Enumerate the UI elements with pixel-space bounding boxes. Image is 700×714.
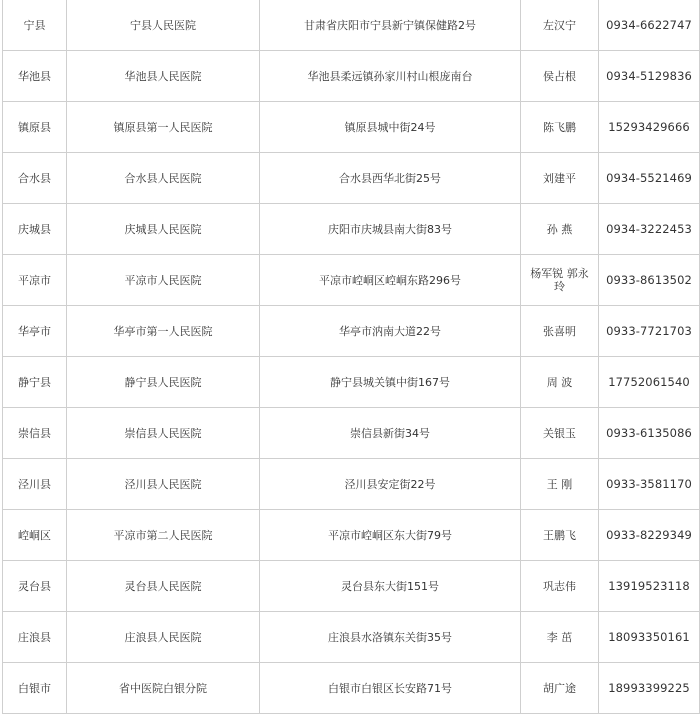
hospital-name-cell: 省中医院白银分院	[67, 663, 260, 714]
table-row	[3, 153, 700, 204]
table-row	[3, 510, 700, 561]
table-row	[3, 408, 700, 459]
phone-number-cell: 0933-6135086	[599, 408, 700, 459]
hospital-name-cell: 平凉市第二人民医院	[67, 510, 260, 561]
county-cell: 灵台县	[3, 561, 67, 612]
hospital-name-cell: 华池县人民医院	[67, 51, 260, 102]
hospital-table	[2, 0, 700, 714]
hospital-name-cell: 宁县人民医院	[67, 0, 260, 51]
contact-person-cell: 陈飞鹏	[521, 102, 599, 153]
address-cell: 甘肃省庆阳市宁县新宁镇保健路2号	[260, 0, 521, 51]
phone-number-cell: 15293429666	[599, 102, 700, 153]
county-cell: 崆峒区	[3, 510, 67, 561]
phone-number-cell: 0933-7721703	[599, 306, 700, 357]
table-row	[3, 561, 700, 612]
address-cell: 平凉市崆峒区东大街79号	[260, 510, 521, 561]
table-row	[3, 204, 700, 255]
address-cell: 崇信县新街34号	[260, 408, 521, 459]
phone-number-cell: 18093350161	[599, 612, 700, 663]
contact-person-cell: 刘建平	[521, 153, 599, 204]
contact-person-cell: 侯占根	[521, 51, 599, 102]
county-cell: 华池县	[3, 51, 67, 102]
phone-number-cell: 17752061540	[599, 357, 700, 408]
table-row	[3, 612, 700, 663]
phone-number-cell: 18993399225	[599, 663, 700, 714]
address-cell: 庆阳市庆城县南大街83号	[260, 204, 521, 255]
table-row	[3, 357, 700, 408]
contact-person-cell: 王鹏飞	[521, 510, 599, 561]
county-cell: 镇原县	[3, 102, 67, 153]
county-cell: 庄浪县	[3, 612, 67, 663]
address-cell: 静宁县城关镇中街167号	[260, 357, 521, 408]
county-cell: 合水县	[3, 153, 67, 204]
hospital-name-cell: 静宁县人民医院	[67, 357, 260, 408]
address-cell: 泾川县安定街22号	[260, 459, 521, 510]
hospital-name-cell: 镇原县第一人民医院	[67, 102, 260, 153]
contact-person-cell: 杨军锐 郭永玲	[521, 255, 599, 306]
contact-person-cell: 孙 燕	[521, 204, 599, 255]
phone-number-cell: 0933-3581170	[599, 459, 700, 510]
table-row	[3, 306, 700, 357]
phone-number-cell: 0934-5521469	[599, 153, 700, 204]
hospital-name-cell: 庆城县人民医院	[67, 204, 260, 255]
contact-person-cell: 胡广途	[521, 663, 599, 714]
county-cell: 华亭市	[3, 306, 67, 357]
hospital-name-cell: 华亭市第一人民医院	[67, 306, 260, 357]
hospital-name-cell: 泾川县人民医院	[67, 459, 260, 510]
table-row	[3, 255, 700, 306]
contact-person-cell: 左汉宁	[521, 0, 599, 51]
county-cell: 宁县	[3, 0, 67, 51]
address-cell: 镇原县城中街24号	[260, 102, 521, 153]
address-cell: 华池县柔远镇孙家川村山根庞南台	[260, 51, 521, 102]
contact-person-cell: 王 刚	[521, 459, 599, 510]
county-cell: 静宁县	[3, 357, 67, 408]
address-cell: 灵台县东大街151号	[260, 561, 521, 612]
hospital-name-cell: 合水县人民医院	[67, 153, 260, 204]
contact-person-cell: 李 茁	[521, 612, 599, 663]
address-cell: 平凉市崆峒区崆峒东路296号	[260, 255, 521, 306]
contact-person-cell: 周 波	[521, 357, 599, 408]
phone-number-cell: 0934-6622747	[599, 0, 700, 51]
table-row	[3, 459, 700, 510]
address-cell: 合水县西华北街25号	[260, 153, 521, 204]
phone-number-cell: 0934-5129836	[599, 51, 700, 102]
county-cell: 庆城县	[3, 204, 67, 255]
address-cell: 华亭市汭南大道22号	[260, 306, 521, 357]
contact-person-cell: 巩志伟	[521, 561, 599, 612]
contact-person-cell: 张喜明	[521, 306, 599, 357]
address-cell: 庄浪县水洛镇东关街35号	[260, 612, 521, 663]
phone-number-cell: 13919523118	[599, 561, 700, 612]
table-row	[3, 51, 700, 102]
table-row	[3, 0, 700, 51]
address-cell: 白银市白银区长安路71号	[260, 663, 521, 714]
county-cell: 泾川县	[3, 459, 67, 510]
hospital-table-body	[3, 0, 700, 714]
phone-number-cell: 0933-8613502	[599, 255, 700, 306]
contact-person-cell: 关银玉	[521, 408, 599, 459]
county-cell: 白银市	[3, 663, 67, 714]
phone-number-cell: 0934-3222453	[599, 204, 700, 255]
hospital-name-cell: 崇信县人民医院	[67, 408, 260, 459]
hospital-name-cell: 灵台县人民医院	[67, 561, 260, 612]
table-row	[3, 102, 700, 153]
phone-number-cell: 0933-8229349	[599, 510, 700, 561]
county-cell: 平凉市	[3, 255, 67, 306]
county-cell: 崇信县	[3, 408, 67, 459]
table-row	[3, 663, 700, 714]
hospital-name-cell: 庄浪县人民医院	[67, 612, 260, 663]
hospital-name-cell: 平凉市人民医院	[67, 255, 260, 306]
